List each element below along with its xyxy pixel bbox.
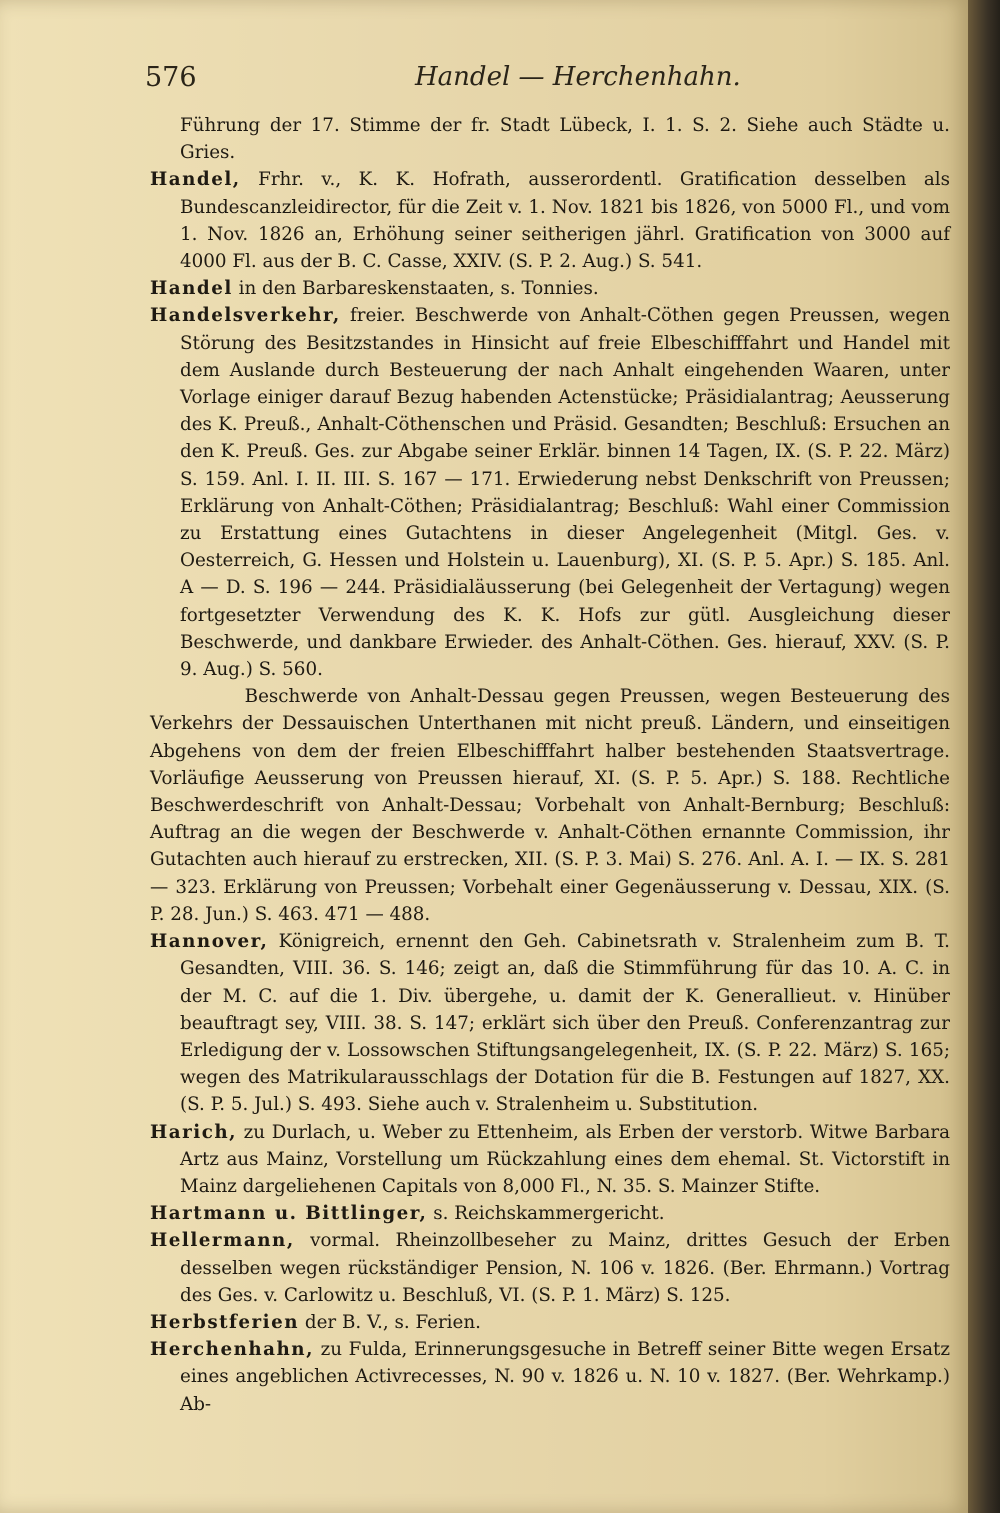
entry-keyword: Hartmann u. Bittlinger,	[150, 1203, 428, 1225]
entry-keyword: Hannover,	[150, 931, 269, 953]
entry-text: Beschwerde von Anhalt-Dessau gegen Preussen, wegen Besteuerung des Verkehrs der Dessauischen Unterthanen mit nicht preuß. Ländern, und einseitigen Abgehens von dem der freien Elbeschifffahrt halber bestehenden Staatsvertrage. Vorläufige Aeusserung von Preussen hierauf, XI. (S. P. 5. Apr.) S. 188. Rechtliche Beschwerdeschrift von Anhalt-Dessau; Vorbehalt von Anhalt-Bernburg; Beschluß: Auftrag an die wegen der Beschwerde v. Anhalt-Cöthen ernannte Commission, ihr Gutachten auch hierauf zu erstrecken, XII. (S. P. 3. Mai) S. 276. Anl. A. I. — IX. S. 281 — 323. Erklärung von Preussen; Vorbehalt einer Gegenäusserung v. Dessau, XIX. (S. P. 28. Jun.) S. 463. 471 — 488.	[150, 686, 950, 925]
index-entries	[150, 112, 950, 1418]
entry-keyword: Handelsverkehr,	[150, 305, 341, 327]
entry-text: Führung der 17. Stimme der fr. Stadt Lübeck, I. 1. S. 2. Siehe auch Städte u. Gries.	[180, 115, 950, 164]
index-entry-harich	[150, 1119, 950, 1201]
entry-keyword: Hellermann,	[150, 1230, 295, 1252]
index-entry-paragraph-dessau	[150, 683, 950, 928]
entry-text: Königreich, ernennt den Geh. Cabinetsrath v. Stralenheim zum B. T. Gesandten, VIII. 36. S. 146; zeigt an, daß die Stimmführung für das 10. A. C. in der M. C. auf die 1. Div. übergehe, u. damit der K. Generallieut. v. Hinüber beauftragt sey, VIII. 38. S. 147; erklärt sich über den Preuß. Conferenzantrag zur Erledigung der v. Lossowschen Stiftungsangelegenheit, IX. (S. P. 22. März) S. 165; wegen des Matrikularausschlags der Dotation für die B. Festungen auf 1827, XX. (S. P. 5. Jul.) S. 493. Siehe auch v. Stralenheim u. Substitution.	[180, 931, 950, 1116]
entry-text: s. Reichskammergericht.	[427, 1203, 665, 1225]
entry-keyword: Handel	[150, 278, 233, 300]
book-spine-edge	[968, 0, 1000, 1513]
index-entry-herbstferien	[150, 1309, 950, 1336]
page-number: 576	[145, 62, 197, 93]
index-entry-herchenhahn	[150, 1336, 950, 1418]
running-title: Handel — Herchenhahn.	[415, 62, 741, 92]
entry-text: in den Barbareskenstaaten, s. Tonnies.	[232, 278, 599, 300]
entry-text: zu Durlach, u. Weber zu Ettenheim, als Erben der verstorb. Witwe Barbara Artz aus Mainz, Vorstellung um Rückzahlung eines dem ehemal. St. Victorstift in Mainz dargeliehenen Capitals von 8,000 Fl., N. 35. S. Mainzer Stifte.	[180, 1121, 950, 1197]
entry-text: vormal. Rheinzollbeseher zu Mainz, drittes Gesuch der Erben desselben wegen rückständiger Pension, N. 106 v. 1826. (Ber. Ehrmann.) Vortrag des Ges. v. Carlowitz u. Beschluß, VI. (S. P. 1. März) S. 125.	[180, 1230, 950, 1306]
entry-keyword: Herbstferien	[150, 1311, 300, 1333]
entry-keyword: Handel,	[150, 169, 241, 191]
index-entry-handel-barbaresken	[150, 275, 950, 302]
page-header	[145, 62, 935, 104]
entry-text: Frhr. v., K. K. Hofrath, ausserordentl. Gratification desselben als Bundescanzleidirector, für die Zeit v. 1. Nov. 1821 bis 1826, von 5000 Fl., und vom 1. Nov. 1826 an, Erhöhung seiner seitherigen jährl. Gratification von 3000 auf 4000 Fl. aus der B. C. Casse, XXIV. (S. P. 2. Aug.) S. 541.	[180, 169, 950, 273]
entry-keyword: Herchenhahn,	[150, 1339, 314, 1361]
index-entry-hartmann	[150, 1200, 950, 1227]
entry-text: der B. V., s. Ferien.	[299, 1311, 481, 1333]
entry-text: freier. Beschwerde von Anhalt-Cöthen gegen Preussen, wegen Störung des Besitzstandes in Hinsicht auf freie Elbeschifffahrt und Handel mit dem Auslande durch Besteuerung der nach Anhalt eingehenden Waaren, unter Vorlage einiger darauf Bezug habenden Actenstücke; Präsidialantrag; Aeusserung des K. Preuß., Anhalt-Cöthenschen und Präsid. Gesandten; Beschluß: Ersuchen an den K. Preuß. Ges. zur Abgabe seiner Erklär. binnen 14 Tagen, IX. (S. P. 22. März) S. 159. Anl. I. II. III. S. 167 — 171. Erwiederung nebst Denkschrift von Preussen; Erklärung von Anhalt-Cöthen; Präsidialantrag; Beschluß: Wahl einer Commission zu Erstattung eines Gutachtens in dieser Angelegenheit (Mitgl. Ges. v. Oesterreich, G. Hessen und Holstein u. Lauenburg), XI. (S. P. 5. Apr.) S. 185. Anl. A — D. S. 196 — 244. Präsidialäusserung (bei Gelegenheit der Vertagung) wegen fortgesetzter Verwendung des K. K. Hofs zur gütl. Ausgleichung dieser Beschwerde, und dankbare Erwieder. des Anhalt-Cöthen. Ges. hierauf, XXV. (S. P. 9. Aug.) S. 560.	[180, 305, 950, 681]
index-entry-handelsverkehr	[150, 302, 950, 683]
entry-text: zu Fulda, Erinnerungsgesuche in Betreff seiner Bitte wegen Ersatz eines angeblichen Activrecesses, N. 90 v. 1826 u. N. 10 v. 1827. (Ber. Wehrkamp.) Ab-	[180, 1339, 950, 1415]
index-entry-handel-frhr	[150, 166, 950, 275]
index-entry-hellermann	[150, 1227, 950, 1309]
index-entry-hannover	[150, 928, 950, 1118]
index-entry-continuation	[150, 112, 950, 166]
entry-keyword: Harich,	[150, 1121, 237, 1143]
